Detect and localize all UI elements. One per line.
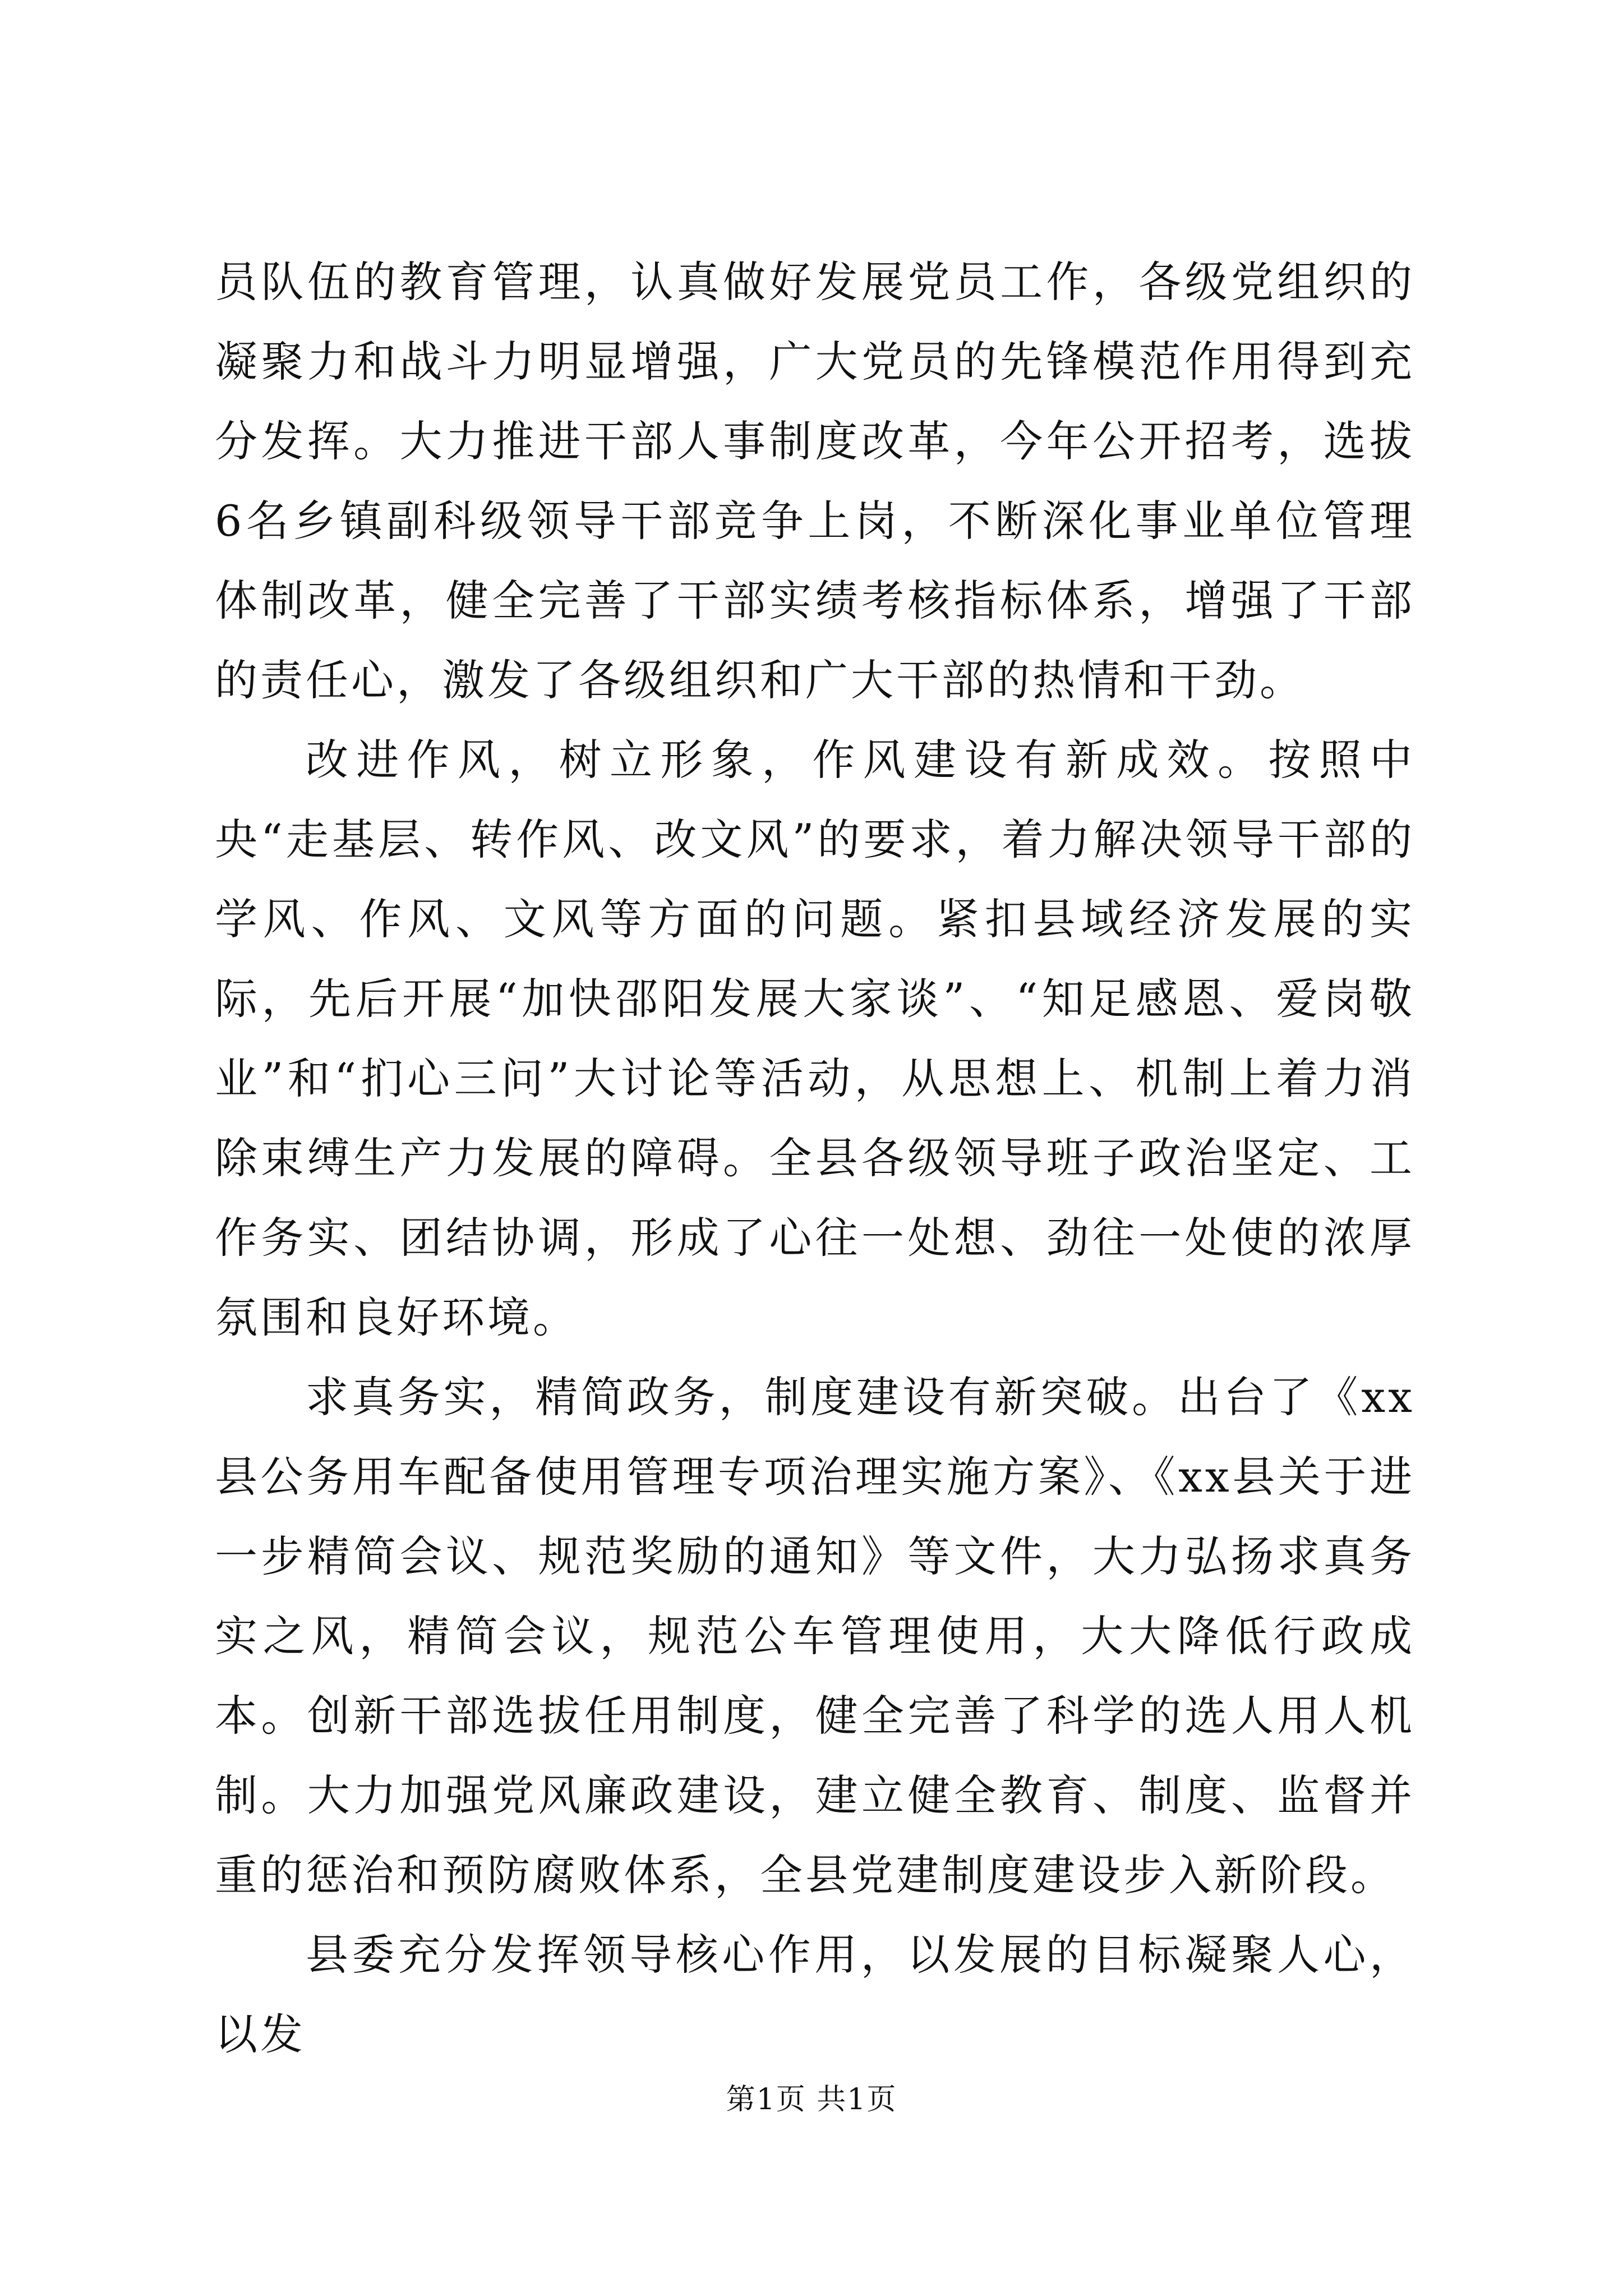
paragraph-work-style: 改进作风，树立形象，作风建设有新成效。按照中央“走基层、转作风、改文风”的要求，着力解决领导干部的学风、作风、文风等方面的问题。紧扣县域经济发展的实际，先后开展“加快邵阳发展大家谈”、“知足感恩、爱岗敬业”和“扪心三问”大讨论等活动，从思想上、机制上着力消除束缚生产力发展的障碍。全县各级领导班子政治坚定、工作务实、团结协调，形成了心往一处想、劲往一处使的浓厚氛围和良好环境。 [215, 735, 1415, 1342]
paragraph-system-building: 求真务实，精简政务，制度建设有新突破。出台了《xx县公务用车配备使用管理专项治理实施方案》、《xx县关于进一步精简会议、规范奖励的通知》等文件，大力弘扬求真务实之风，精简会议，规范公车管理使用，大大降低行政成本。创新干部选拔任用制度，健全完善了科学的选人用人机制。大力加强党风廉政建设，建立健全教育、制度、监督并重的惩治和预防腐败体系，全县党建制度建设步入新阶段。 [215, 1372, 1415, 1900]
paragraph-county-committee: 县委充分发挥领导核心作用，以发展的目标凝聚人心，以发 [215, 1930, 1415, 2059]
paragraph-continuation: 员队伍的教育管理，认真做好发展党员工作，各级党组织的凝聚力和战斗力明显增强，广大党员的先锋模范作用得到充分发挥。大力推进干部人事制度改革，今年公开招考，选拔6名乡镇副科级领导干部竞争上岗，不断深化事业单位管理体制改革，健全完善了干部实绩考核指标体系，增强了干部的责任心，激发了各级组织和广大干部的热情和干劲。 [215, 257, 1415, 705]
document-body [215, 242, 1415, 2074]
page-footer: 第1页 共1页 [726, 2083, 897, 2116]
